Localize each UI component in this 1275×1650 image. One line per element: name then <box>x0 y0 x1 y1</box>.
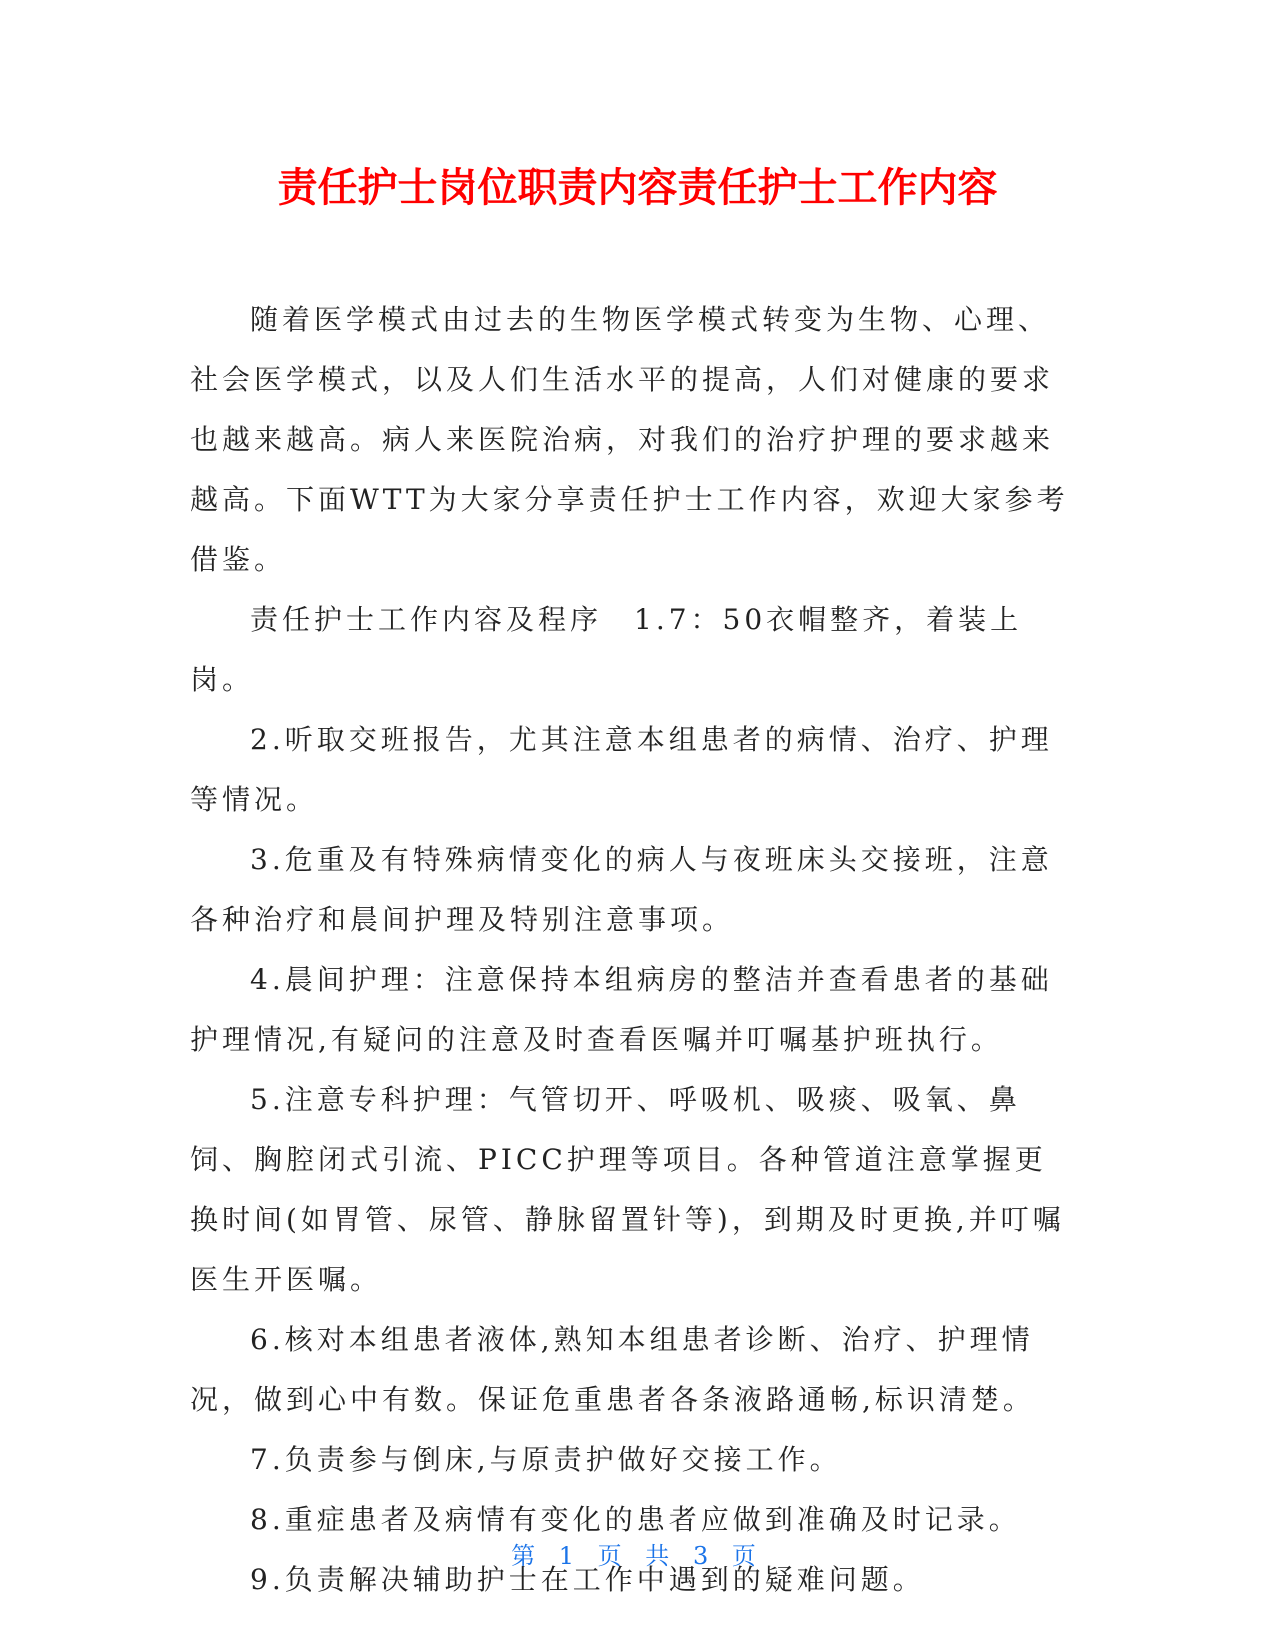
paragraph-item-2: 2.听取交班报告，尤其注意本组患者的病情、治疗、护理等情况。 <box>190 723 1053 816</box>
document-body <box>190 290 1070 1610</box>
paragraph-intro: 随着医学模式由过去的生物医学模式转变为生物、心理、社会医学模式，以及人们生活水平的提高，人们对健康的要求也越来越高。病人来医院治病，对我们的治疗护理的要求越来越高。下面WTT为大家分享责任护士工作内容，欢迎大家参考借鉴。 <box>190 303 1069 576</box>
paragraph-item-5: 5.注意专科护理：气管切开、呼吸机、吸痰、吸氧、鼻饲、胸腔闭式引流、PICC护理等项目。各种管道注意掌握更换时间(如胃管、尿管、静脉留置针等)，到期及时更换,并叮嘱医生开医嘱。 <box>190 1083 1065 1296</box>
paragraph-item-4: 4.晨间护理：注意保持本组病房的整洁并查看患者的基础护理情况,有疑问的注意及时查看医嘱并叮嘱基护班执行。 <box>190 963 1053 1056</box>
paragraph-item-1: 责任护士工作内容及程序 1.7：50衣帽整齐，着装上岗。 <box>190 603 1023 696</box>
paragraph-item-3: 3.危重及有特殊病情变化的病人与夜班床头交接班，注意各种治疗和晨间护理及特别注意事项。 <box>190 843 1053 936</box>
paragraph-item-7: 7.负责参与倒床,与原责护做好交接工作。 <box>250 1443 842 1476</box>
paragraph-item-6: 6.核对本组患者液体,熟知本组患者诊断、治疗、护理情况，做到心中有数。保证危重患者各条液路通畅,标识清楚。 <box>190 1323 1035 1416</box>
paragraph-item-8: 8.重症患者及病情有变化的患者应做到准确及时记录。 <box>250 1503 1021 1536</box>
paragraph-item-9: 9.负责解决辅助护士在工作中遇到的疑难问题。 <box>250 1563 925 1596</box>
document-title: 责任护士岗位职责内容责任护士工作内容 <box>277 165 998 211</box>
page-number-footer: 第 1 页 共 3 页 <box>511 1542 764 1570</box>
